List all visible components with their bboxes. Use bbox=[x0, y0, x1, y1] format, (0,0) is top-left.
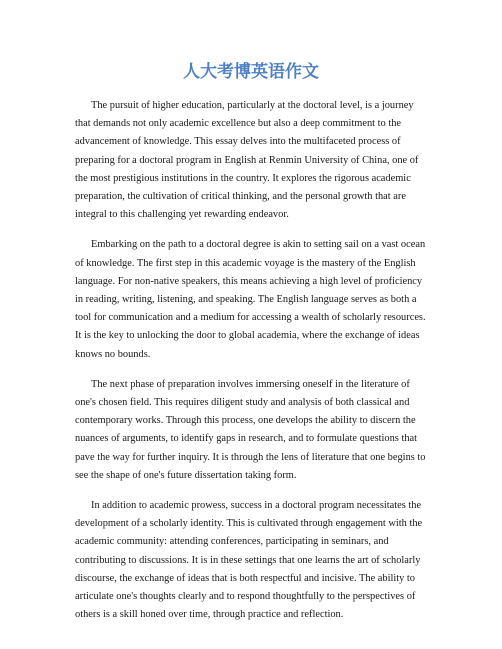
paragraph-4: In addition to academic prowess, success in a doctoral program necessitates the development of a scholarly identity. This is cultivated through engagement with the academic community: attending conferences, participating in seminars, and contributing to discussions. It is in these settings that one learns the art of scholarly discourse, the exchange of ideas that is both respectful and incisive. The ability to articulate one's thoughts clearly and to respond thoughtfully to the perspectives of others is a skill honed over time, through practice and reflection. bbox=[75, 500, 423, 621]
document-title: 人大考博英语作文 bbox=[183, 62, 319, 82]
document-body bbox=[75, 97, 430, 636]
paragraph-1: The pursuit of higher education, particularly at the doctoral level, is a journey that demands not only academic excellence but also a deep commitment to the advancement of knowledge. This essay delves into the multifaceted process of preparing for a doctoral program in English at Renmin University of China, one of the most prestigious institutions in the country. It explores the rigorous academic preparation, the cultivation of critical thinking, and the personal growth that are integral to this challenging yet rewarding endeavor. bbox=[75, 100, 419, 221]
paragraph-3: The next phase of preparation involves immersing oneself in the literature of one's chosen field. This requires diligent study and analysis of both classical and contemporary works. Through this process, one develops the ability to discern the nuances of arguments, to identify gaps in research, and to formulate questions that pave the way for further inquiry. It is through the lens of literature that one begins to see the shape of one's future dissertation taking form. bbox=[75, 378, 426, 481]
paragraph-2: Embarking on the path to a doctoral degree is akin to setting sail on a vast ocean of knowledge. The first step in this academic voyage is the mastery of the English language. For non-native speakers, this means achieving a high level of proficiency in reading, writing, listening, and speaking. The English language serves as both a tool for communication and a medium for accessing a wealth of scholarly resources. It is the key to unlocking the door to global academia, where the exchange of ideas knows no bounds. bbox=[75, 239, 426, 360]
